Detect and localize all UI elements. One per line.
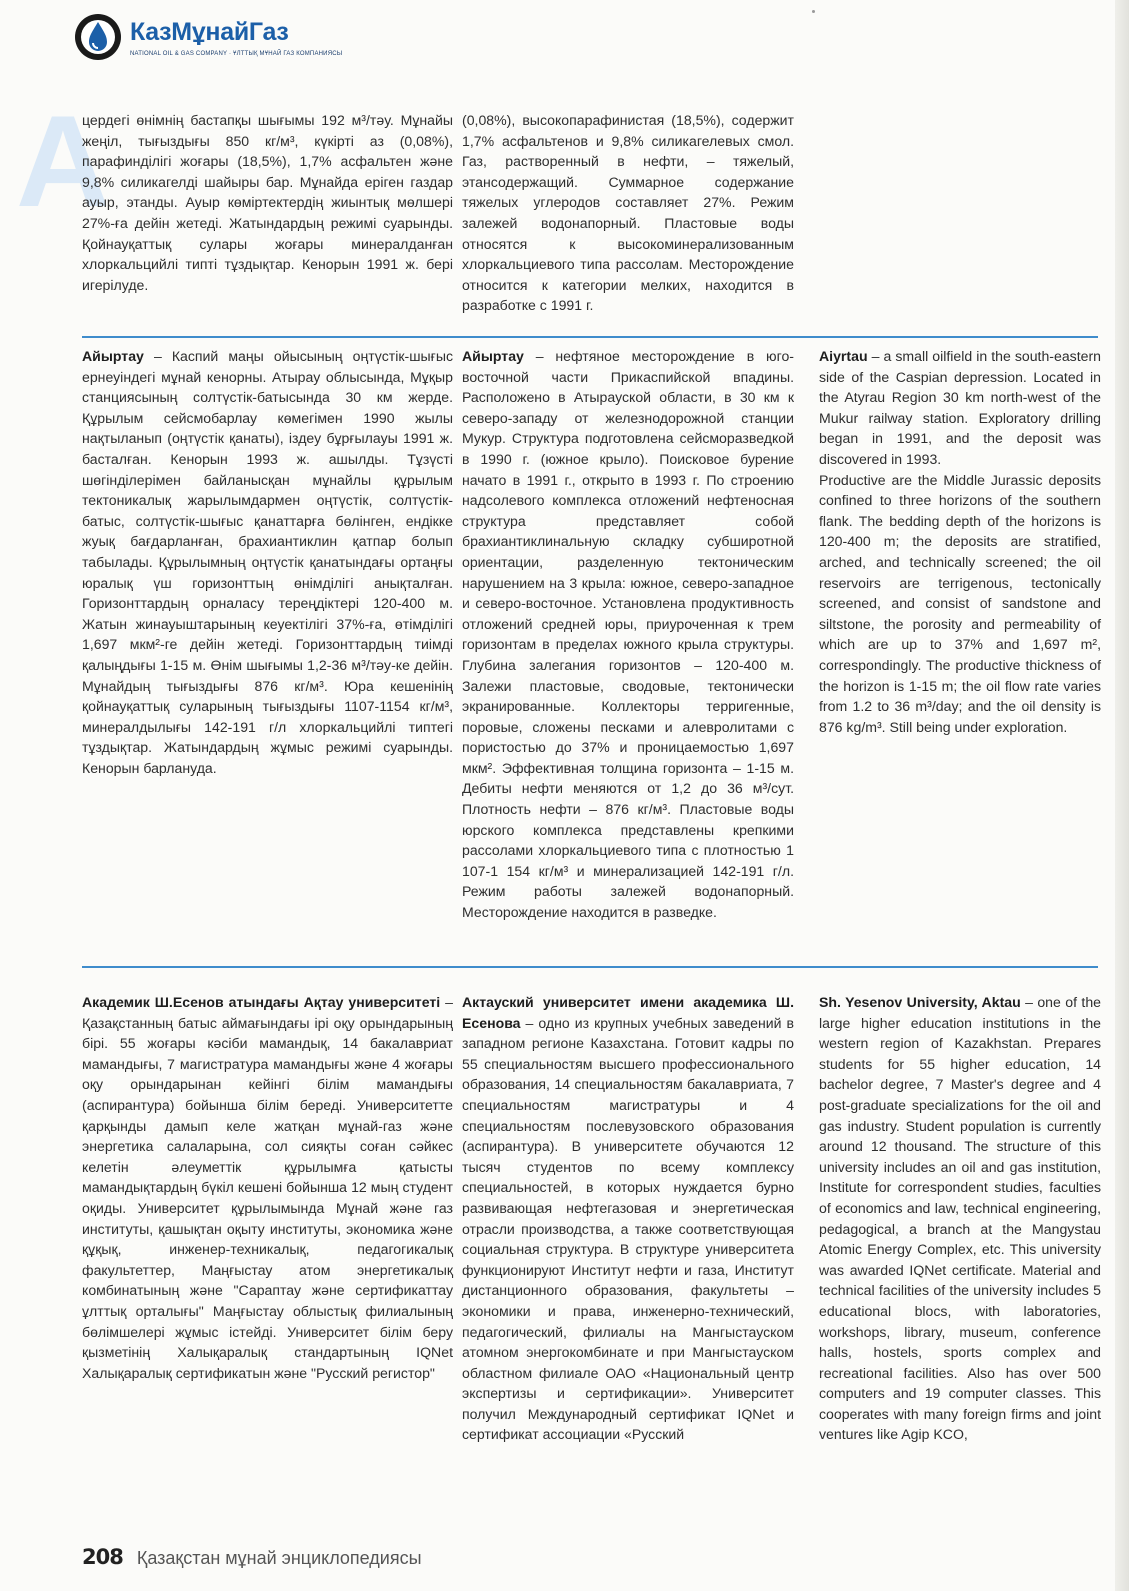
entry-title: Айыртау bbox=[462, 348, 524, 364]
section-divider bbox=[82, 966, 1098, 968]
logo-subtitle: NATIONAL OIL & GAS COMPANY · ҰЛТТЫҚ МҰНАЙ ГАЗ КОМПАНИЯСЫ bbox=[130, 51, 343, 57]
entry-text-paragraph: Productive are the Middle Jurassic deposits confined to three horizons of the southern flank. The bedding depth of the horizons is 120-400 m; the deposits are stratified, arched, and technically screened; the oil reservoirs are terrigenous, tectonically screened, and consist of sandstone and siltstone, the porosity and permeability of which are up to 37% and 1,697 m², correspondingly. The productive thickness of the horizon is 1-15 m; the oil flow rate varies from 1.2 to 36 m³/day; and the oil density is 876 kg/m³. Still being under exploration. bbox=[819, 471, 1101, 735]
entry-title: Академик Ш.Есенов атындағы Ақтау университеті bbox=[82, 994, 441, 1010]
entry-title: Актауский университет имени академика Ш. Есенова bbox=[462, 994, 794, 1031]
entry-title: Aiyrtau bbox=[819, 348, 868, 364]
entry-aiyrtau-en bbox=[819, 346, 1101, 737]
page-number: 208 bbox=[82, 1545, 123, 1569]
entry-title: Sh. Yesenov University, Aktau bbox=[819, 994, 1021, 1010]
top-kz-text: цердегі өнімнің бастапқы шығымы 192 м³/тәу. Мұнайы жеңіл, тығыздығы 850 кг/м³, күкірті аз (0,08%), парафинділігі жоғары (18,5%), 1,7% асфальтен және 9,8% силикагелді шайыры бар. Мұнайда еріген газдар ауыр, этанды. Ауыр көміртектердің жиынтық мөлшері 27%-ға дейін жетеді. Жатындардың режимі суарынды. Қойнауқаттық сулары жоғары минералданған хлоркальцийлі типті тұздықтар. Кенорын 1991 ж. бері игерілуде. bbox=[82, 112, 453, 293]
top-kz-continuation bbox=[82, 110, 453, 295]
entry-aiyrtau-ru bbox=[462, 346, 794, 923]
kazmunaigas-logo bbox=[72, 12, 372, 62]
entry-text: – одно из крупных учебных заведений в западном регионе Казахстана. Готовит кадры по 55 специальностям высшего профессионального образования, 14 специальностям бакалавриата, 7 специальностям магистратуры и 4 специальностям послевузовского образования (аспирантура). В университете обучаются 12 тысяч студентов по всему комплексу специальностей, в которых нуждается бурно развивающая нефтегазовая и энергетическая отрасли производства, а также соответствующая социальная структура. В структуре университета функционируют Институт нефти и газа, Институт дистанционного образования, факультеты – экономики и права, инженерно-технический, педагогический, филиалы на Мангыстауском атомном энергокомбинате и при Мангыстауском областном филиале ОАО «Национальный центр экспертизы и сертификации». Университет получил Международный сертификат IQNet и сертификат ассоциации «Русский bbox=[462, 1014, 794, 1443]
section-divider bbox=[82, 336, 1098, 338]
entry-text: – a small oilfield in the south-eastern side of the Caspian depression. Located in the Atyrau Region 30 km north-west of the Mukur railway station. Exploratory drilling began in 1991, and the deposit was discovered in 1993. bbox=[819, 348, 1101, 467]
book-title: Қазақстан мұнай энциклопедиясы bbox=[136, 1548, 422, 1568]
entry-text: – one of the large higher education institutions in the western region of Kazakhstan. Prepares students for 55 higher education, 14 bachelor degree, 7 Master's degree and 4 post-graduate specializations for the oil and gas industry. Student population is currently around 12 thousand. The structure of this university includes an oil and gas institution, Institute for correspondent studies, faculties of economics and law, technical engineering, pedagogical, a branch at the Mangystau Atomic Energy Complex, etc. This university was awarded IQNet certificate. Material and technical facilities of the university includes 5 educational blocs, with laboratories, workshops, library, museum, conference halls, hostels, sports complex and recreational facilities. Also has over 500 computers and 19 computer classes. This cooperates with many foreign firms and joint ventures like Agip KCO, bbox=[819, 994, 1102, 1443]
section-letter: А bbox=[16, 88, 110, 234]
entry-aiyrtau-kz bbox=[82, 346, 453, 778]
entry-university-en bbox=[819, 992, 1101, 1445]
entry-university-ru bbox=[462, 992, 794, 1445]
entry-text: – Қазақстанның батыс аймағындағы ірі оқу орындарының бірі. 55 жоғары кәсіби мамандық, 14 бакалавриат мамандығы, 7 магистратура мамандығы және 4 жоғары оқу орындарынан кейінгі білім мамандығы (аспирантура) бойынша білім береді. Университетте қарқынды дамып келе жатқан мұнай-газ және энергетика салаларына, сол сияқты соған сәйкес келетін әлеуметтік құрылымға қатысты мамандықтардың бүкіл кешені бойынша 12 мың студент оқиды. Университет құрылымында Мұнай және газ институты, қашықтан оқыту институты, экономика және құқық, инженер-техникалық, педагогикалық факультеттер, Маңғыстау атом энергетикалық комбинатының және "Сараптау және сертификаттау ұлттық орталығы" Маңғыстау облыстық филиалының бөлімшелері жұмыс істейді. Университет білім беру қызметінің Халықаралық стандартының IQNet Халықаралық сертификатын және "Русский регистор" bbox=[82, 994, 453, 1381]
entry-text: – Каспий маңы ойысының оңтүстік-шығыс ернеуіндегі мұнай кенорны. Атырау облысында, Мұқыр станциясының солтүстік-батысында 30 км жерде. Құрылым сейсмобарлау көмегімен 1990 жылы нақтыланып (оңтүстік қанаты), іздеу бұрғылауы 1991 ж. басталған. Кенорын 1993 ж. ашылды. Тұзүсті шөгінділерімен байланысқан мұнайлы құрылым тектоникалық жарылымдармен оңтүстік, солтүстік-батыс, солтүстік-шығыс қанаттарға бөлінген, ендікке жуық бағдарланған, брахиантиклин қатпар болып табылады. Құрылымның оңтүстік қанатындағы ортаңғы юралық үш горизонттың өнімділігі анықталған. Горизонттардың орналасу тереңдіктері 120-400 м. Жатын жинауыштарының кеуектілігі 37%-ға, өтімділігі 1,697 мкм²-ге дейін жетеді. Горизонттардың тиімді қалыңдығы 1-15 м. Өнім шығымы 1,2-36 м³/тәу-ке дейін. Мұнайдың тығыздығы 876 кг/м³. Юра кешенінің қойнауқаттық суларының тығыздығы 1107-1154 кг/м³, минералдылығы 142-191 г/л хлоркальцийлі типтегі тұздықтар. Жатындардың жұмыс режимі суарынды. Кенорын барлануда. bbox=[82, 348, 453, 776]
entry-text: – нефтяное месторождение в юго-восточной части Прикаспийской впадины. Расположено в Атырауской области, в 30 км к северо-западу от железнодорожной станции Мукур. Структура подготовлена сейсморазведкой в 1990 г. (южное крыло). Поисковое бурение начато в 1991 г., открыто в 1993 г. По строению надсолевого комплекса отложений нефтеносная структура представляет собой брахиантиклинальную складку субширотной ориентации, разделенную тектоническим нарушением на 3 крыла: южное, северо-западное и северо-восточное. Установлена продуктивность отложений средней юры, приуроченная к трем горизонтам в пределах южного крыла структуры. Глубина залегания горизонтов – 120-400 м. Залежи пластовые, сводовые, тектонически экранированные. Коллекторы терригенные, поровые, сложены песками и алевролитами с пористостью до 37% и проницаемостью 1,697 мкм². Эффективная толщина горизонта – 1-15 м. Дебиты нефти меняются от 1,2 до 36 м³/сут. Плотность нефти – 876 кг/м³. Пластовые воды юрского комплекса представлены крепкими рассолами хлоркальциевого типа с плотностью 1 107-1 154 кг/м³ и минерализацией 142-191 г/л. Режим работы залежей водонапорный. Месторождение находится в разведке. bbox=[462, 348, 794, 921]
top-ru-text: (0,08%), высокопарафинистая (18,5%), содержит 1,7% асфальтенов и 9,8% силикагелевых смол. Газ, растворенный в нефти, – тяжелый, этансодержащий. Суммарное содержание тяжелых углеродов составляет 27%. Режим залежей водонапорный. Пластовые воды относятся к высокоминерализованным хлоркальциевого типа рассолам. Месторождение относится к категории мелких, находится в разработке с 1991 г. bbox=[462, 112, 794, 314]
logo-name: КазМұнайГаз bbox=[130, 18, 289, 46]
page-edge-shadow bbox=[1115, 0, 1129, 1591]
scan-speck bbox=[812, 10, 815, 13]
entry-title: Айыртау bbox=[82, 348, 144, 364]
oil-drop-icon bbox=[72, 12, 124, 62]
entry-university-kz bbox=[82, 992, 453, 1383]
top-ru-continuation bbox=[462, 110, 794, 316]
page-footer bbox=[82, 1545, 422, 1575]
